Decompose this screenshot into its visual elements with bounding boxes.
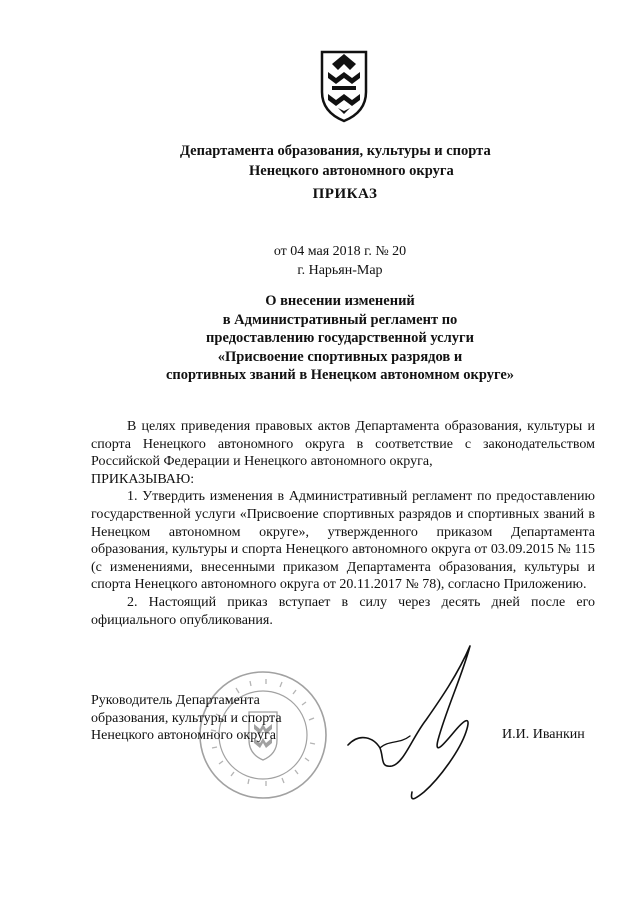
coat-of-arms-emblem — [318, 48, 370, 124]
order-body — [91, 418, 595, 629]
signer-name: И.И. Иванкин — [502, 727, 585, 742]
position-line-1: Руководитель Департамента — [91, 693, 260, 708]
order-city: г. Нарьян-Мар — [297, 263, 383, 278]
subject-line: О внесении изменений — [265, 293, 415, 309]
department-line-2: Ненецкого автономного округа — [249, 163, 454, 179]
order-title: ПРИКАЗ — [312, 186, 378, 202]
position-line-2: образования, культуры и спорта — [91, 710, 282, 726]
intro-paragraph: В целях приведения правовых актов Департамента образования, культуры и спорта Ненецкого автономного округа в соответствие с законодательством Российской Федерации и Ненецкого автономного округа, — [91, 419, 595, 470]
item-2-paragraph: 2. Настоящий приказ вступает в силу через десять дней после его официального опубликования. — [91, 594, 595, 628]
signatory-position — [91, 692, 282, 745]
subject-line: «Присвоение спортивных разрядов и — [217, 348, 463, 365]
decree-word: ПРИКАЗЫВАЮ: — [91, 471, 195, 487]
subject-line: в Административный регламент по — [222, 311, 458, 328]
position-line-3: Ненецкого автономного округа — [91, 728, 276, 744]
subject-line: предоставлению государственной услуги — [206, 330, 474, 346]
order-date-number: от 04 мая 2018 г. № 20 — [273, 244, 407, 259]
handwritten-signature — [340, 640, 490, 805]
item-1-paragraph: 1. Утвердить изменения в Административный регламент по предоставлению государственной услуги «Присвоение спортивных разрядов и спортивных званий в Ненецком автономном округе», утвержденного приказом Департамента образования, культуры и спорта Ненецкого автономного округа от 03.09.2015 № 115 (с изменениями, внесенными приказом Департамента образования, культуры и спорта Ненецкого автономного округа от 20.11.2017 № 78), согласно Приложению. — [91, 489, 595, 593]
subject-line: спортивных званий в Ненецком автономном округе» — [165, 367, 515, 383]
order-subject — [0, 292, 640, 385]
department-line-1: Департамента образования, культуры и спорта — [180, 143, 491, 159]
